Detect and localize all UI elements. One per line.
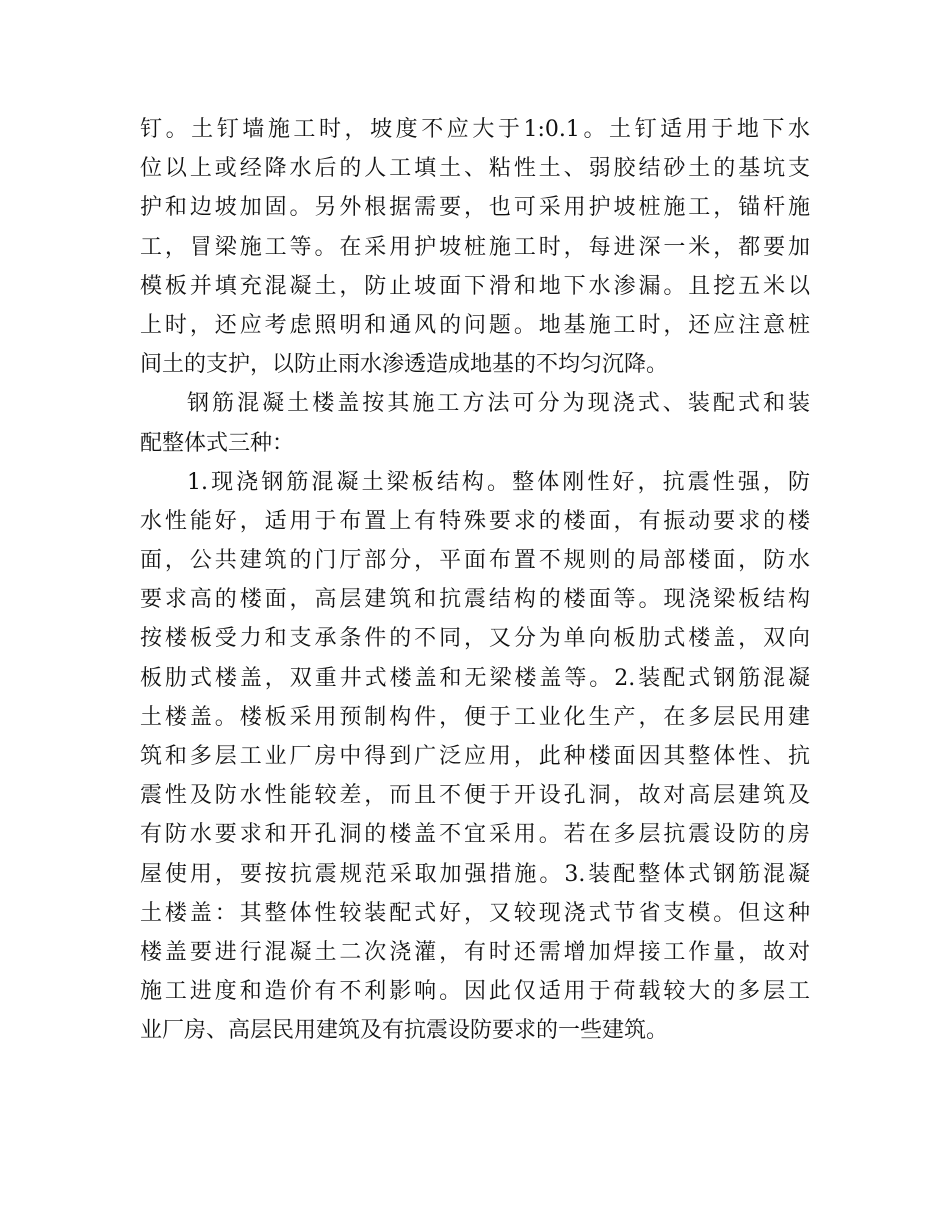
text-line: 板肋式楼盖，双重井式楼盖和无梁楼盖等。2.装配式钢筋混凝 (140, 665, 810, 691)
text-line: 1.现浇钢筋混凝土梁板结构。整体刚性好，抗震性强，防 (187, 469, 810, 495)
text-line: 钉。土钉墙施工时，坡度不应大于1:0.1。土钉适用于地下水 (140, 117, 810, 142)
document-page (140, 110, 810, 1051)
text-line: 施工进度和造价有不利影响。因此仅适用于荷载较大的多层工 (140, 979, 810, 1005)
text-line: 要求高的楼面，高层建筑和抗震结构的楼面等。现浇梁板结构 (140, 587, 810, 613)
text-line: 位以上或经降水后的人工填土、粘性土、弱胶结砂土的基坑支 (140, 156, 810, 182)
text-line: 震性及防水性能较差，而且不便于开设孔洞，故对高层建筑及 (140, 783, 810, 809)
paragraph-floor-types-detail (140, 463, 810, 1051)
text-line: 间土的支护，以防止雨水渗透造成地基的不均匀沉降。 (140, 352, 669, 378)
text-line: 土楼盖。楼板采用预制构件，便于工业化生产，在多层民用建 (140, 704, 810, 730)
text-line: 工，冒梁施工等。在采用护坡桩施工时，每进深一米，都要加 (140, 234, 810, 260)
text-line: 护和边坡加固。另外根据需要，也可采用护坡桩施工，锚杆施 (140, 195, 810, 221)
text-line: 按楼板受力和支承条件的不同，又分为单向板肋式楼盖，双向 (140, 626, 810, 652)
text-line: 配整体式三种： (140, 430, 295, 456)
text-line: 上时，还应考虑照明和通风的问题。地基施工时，还应注意桩 (140, 312, 810, 338)
text-line: 筑和多层工业厂房中得到广泛应用，此种楼面因其整体性、抗 (140, 744, 810, 769)
text-line: 有防水要求和开孔洞的楼盖不宜采用。若在多层抗震设防的房 (140, 822, 810, 848)
text-line: 面，公共建筑的门厅部分，平面布置不规则的局部楼面，防水 (140, 548, 810, 574)
text-line: 水性能好，适用于布置上有特殊要求的楼面，有振动要求的楼 (140, 508, 810, 534)
paragraph-floor-types-intro (140, 384, 810, 462)
paragraph-soil-nailing (140, 110, 810, 384)
text-line: 土楼盖：其整体性较装配式好，又较现浇式节省支模。但这种 (140, 900, 810, 926)
text-line: 楼盖要进行混凝土二次浇灌，有时还需增加焊接工作量，故对 (140, 939, 810, 965)
text-line: 钢筋混凝土楼盖按其施工方法可分为现浇式、装配式和装 (187, 391, 810, 417)
text-line: 模板并填充混凝土，防止坡面下滑和地下水渗漏。且挖五米以 (140, 273, 810, 299)
text-line: 屋使用，要按抗震规范采取加强措施。3.装配整体式钢筋混凝 (140, 861, 810, 887)
text-line: 业厂房、高层民用建筑及有抗震设防要求的一些建筑。 (140, 1018, 669, 1044)
